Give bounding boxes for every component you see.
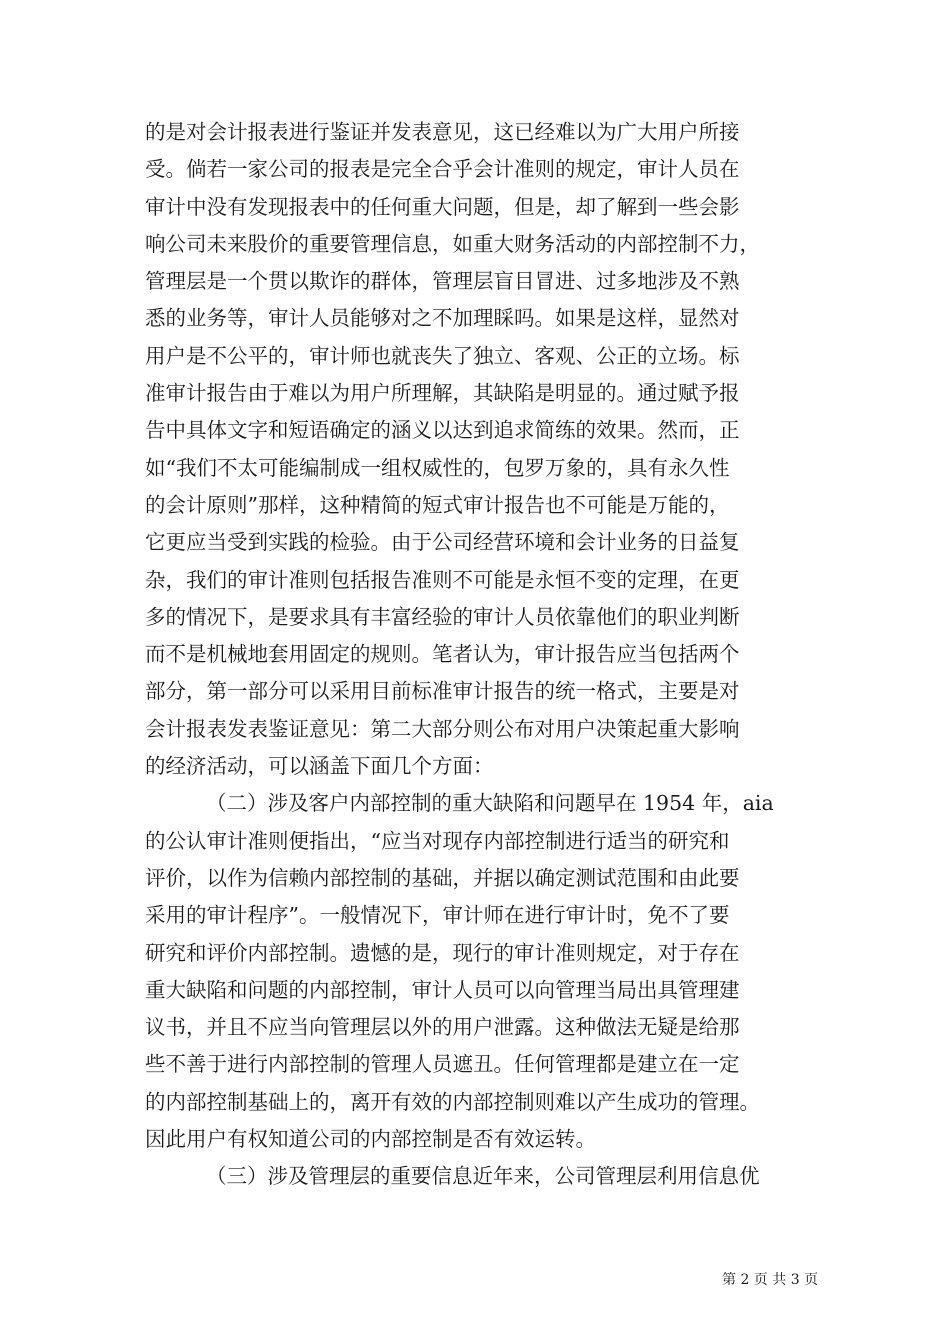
text-line: 的公认审计准则便指出，“应当对现存内部控制进行适当的研究和 [145, 828, 730, 853]
text-line: 议书，并且不应当向管理层以外的用户泄露。这种做法无疑是给那 [145, 1015, 740, 1040]
text-line: 准审计报告由于难以为用户所理解，其缺陷是明显的。通过赋予报 [145, 381, 740, 406]
text-line: 用户是不公平的，审计师也就丧失了独立、客观、公正的立场。标 [145, 343, 740, 368]
text-line: 告中具体文字和短语确定的涵义以达到追求简练的效果。然而，正 [145, 418, 740, 443]
text-line: 受。倘若一家公司的报表是完全合乎会计准则的规定，审计人员在 [145, 157, 740, 182]
text-line: 研究和评价内部控制。遗憾的是，现行的审计准则规定，对于存在 [145, 940, 740, 965]
text-line: 会计报表发表鉴证意见：第二大部分则公布对用户决策起重大影响 [145, 716, 740, 741]
text-line: 杂，我们的审计准则包括报告准则不可能是永恒不变的定理，在更 [145, 567, 740, 592]
text-line: 重大缺陷和问题的内部控制，审计人员可以向管理当局出具管理建 [145, 977, 740, 1002]
paragraph-start-line: （二）涉及客户内部控制的重大缺陷和问题早在 1954 年，aia [206, 791, 774, 816]
text-line: 的会计原则”那样，这种精简的短式审计报告也不可能是万能的， [145, 492, 730, 517]
body-text [145, 114, 810, 1196]
text-line: 多的情况下，是要求具有丰富经验的审计人员依靠他们的职业判断 [145, 604, 740, 629]
text-line: 评价，以作为信赖内部控制的基础，并据以确定测试范围和由此要 [145, 865, 740, 890]
text-line: 的经济活动，可以涵盖下面几个方面： [145, 754, 494, 779]
text-line: 的是对会计报表进行鉴证并发表意见，这已经难以为广大用户所接 [145, 120, 740, 144]
text-line: 响公司未来股价的重要管理信息，如重大财务活动的内部控制不力， [145, 231, 760, 256]
text-line: 而不是机械地套用固定的规则。笔者认为，审计报告应当包括两个 [145, 642, 740, 667]
text-line: 它更应当受到实践的检验。由于公司经营环境和会计业务的日益复 [145, 530, 740, 555]
text-line: 因此用户有权知道公司的内部控制是否有效运转。 [145, 1127, 596, 1152]
text-line: 些不善于进行内部控制的管理人员遮丑。任何管理都是建立在一定 [145, 1052, 740, 1077]
text-line: 的内部控制基础上的，离开有效的内部控制则难以产生成功的管理。 [145, 1089, 760, 1114]
page-footer: 第 2 页 共 3 页 [722, 1272, 819, 1288]
text-line: 如“我们不太可能编制成一组权威性的，包罗万象的，具有永久性 [145, 455, 730, 480]
text-line: 悉的业务等，审计人员能够对之不加理睬吗。如果是这样，显然对 [145, 306, 740, 331]
text-line: 采用的审计程序”。一般情况下，审计师在进行审计时，免不了要 [145, 903, 730, 928]
text-line: 管理层是一个贯以欺诈的群体，管理层盲目冒进、过多地涉及不熟 [145, 269, 740, 294]
text-line: 审计中没有发现报表中的任何重大问题，但是，却了解到一些会影 [145, 194, 740, 219]
text-line: 部分，第一部分可以采用目前标准审计报告的统一格式，主要是对 [145, 679, 740, 704]
paragraph-start-line: （三）涉及管理层的重要信息近年来，公司管理层利用信息优 [206, 1164, 760, 1189]
